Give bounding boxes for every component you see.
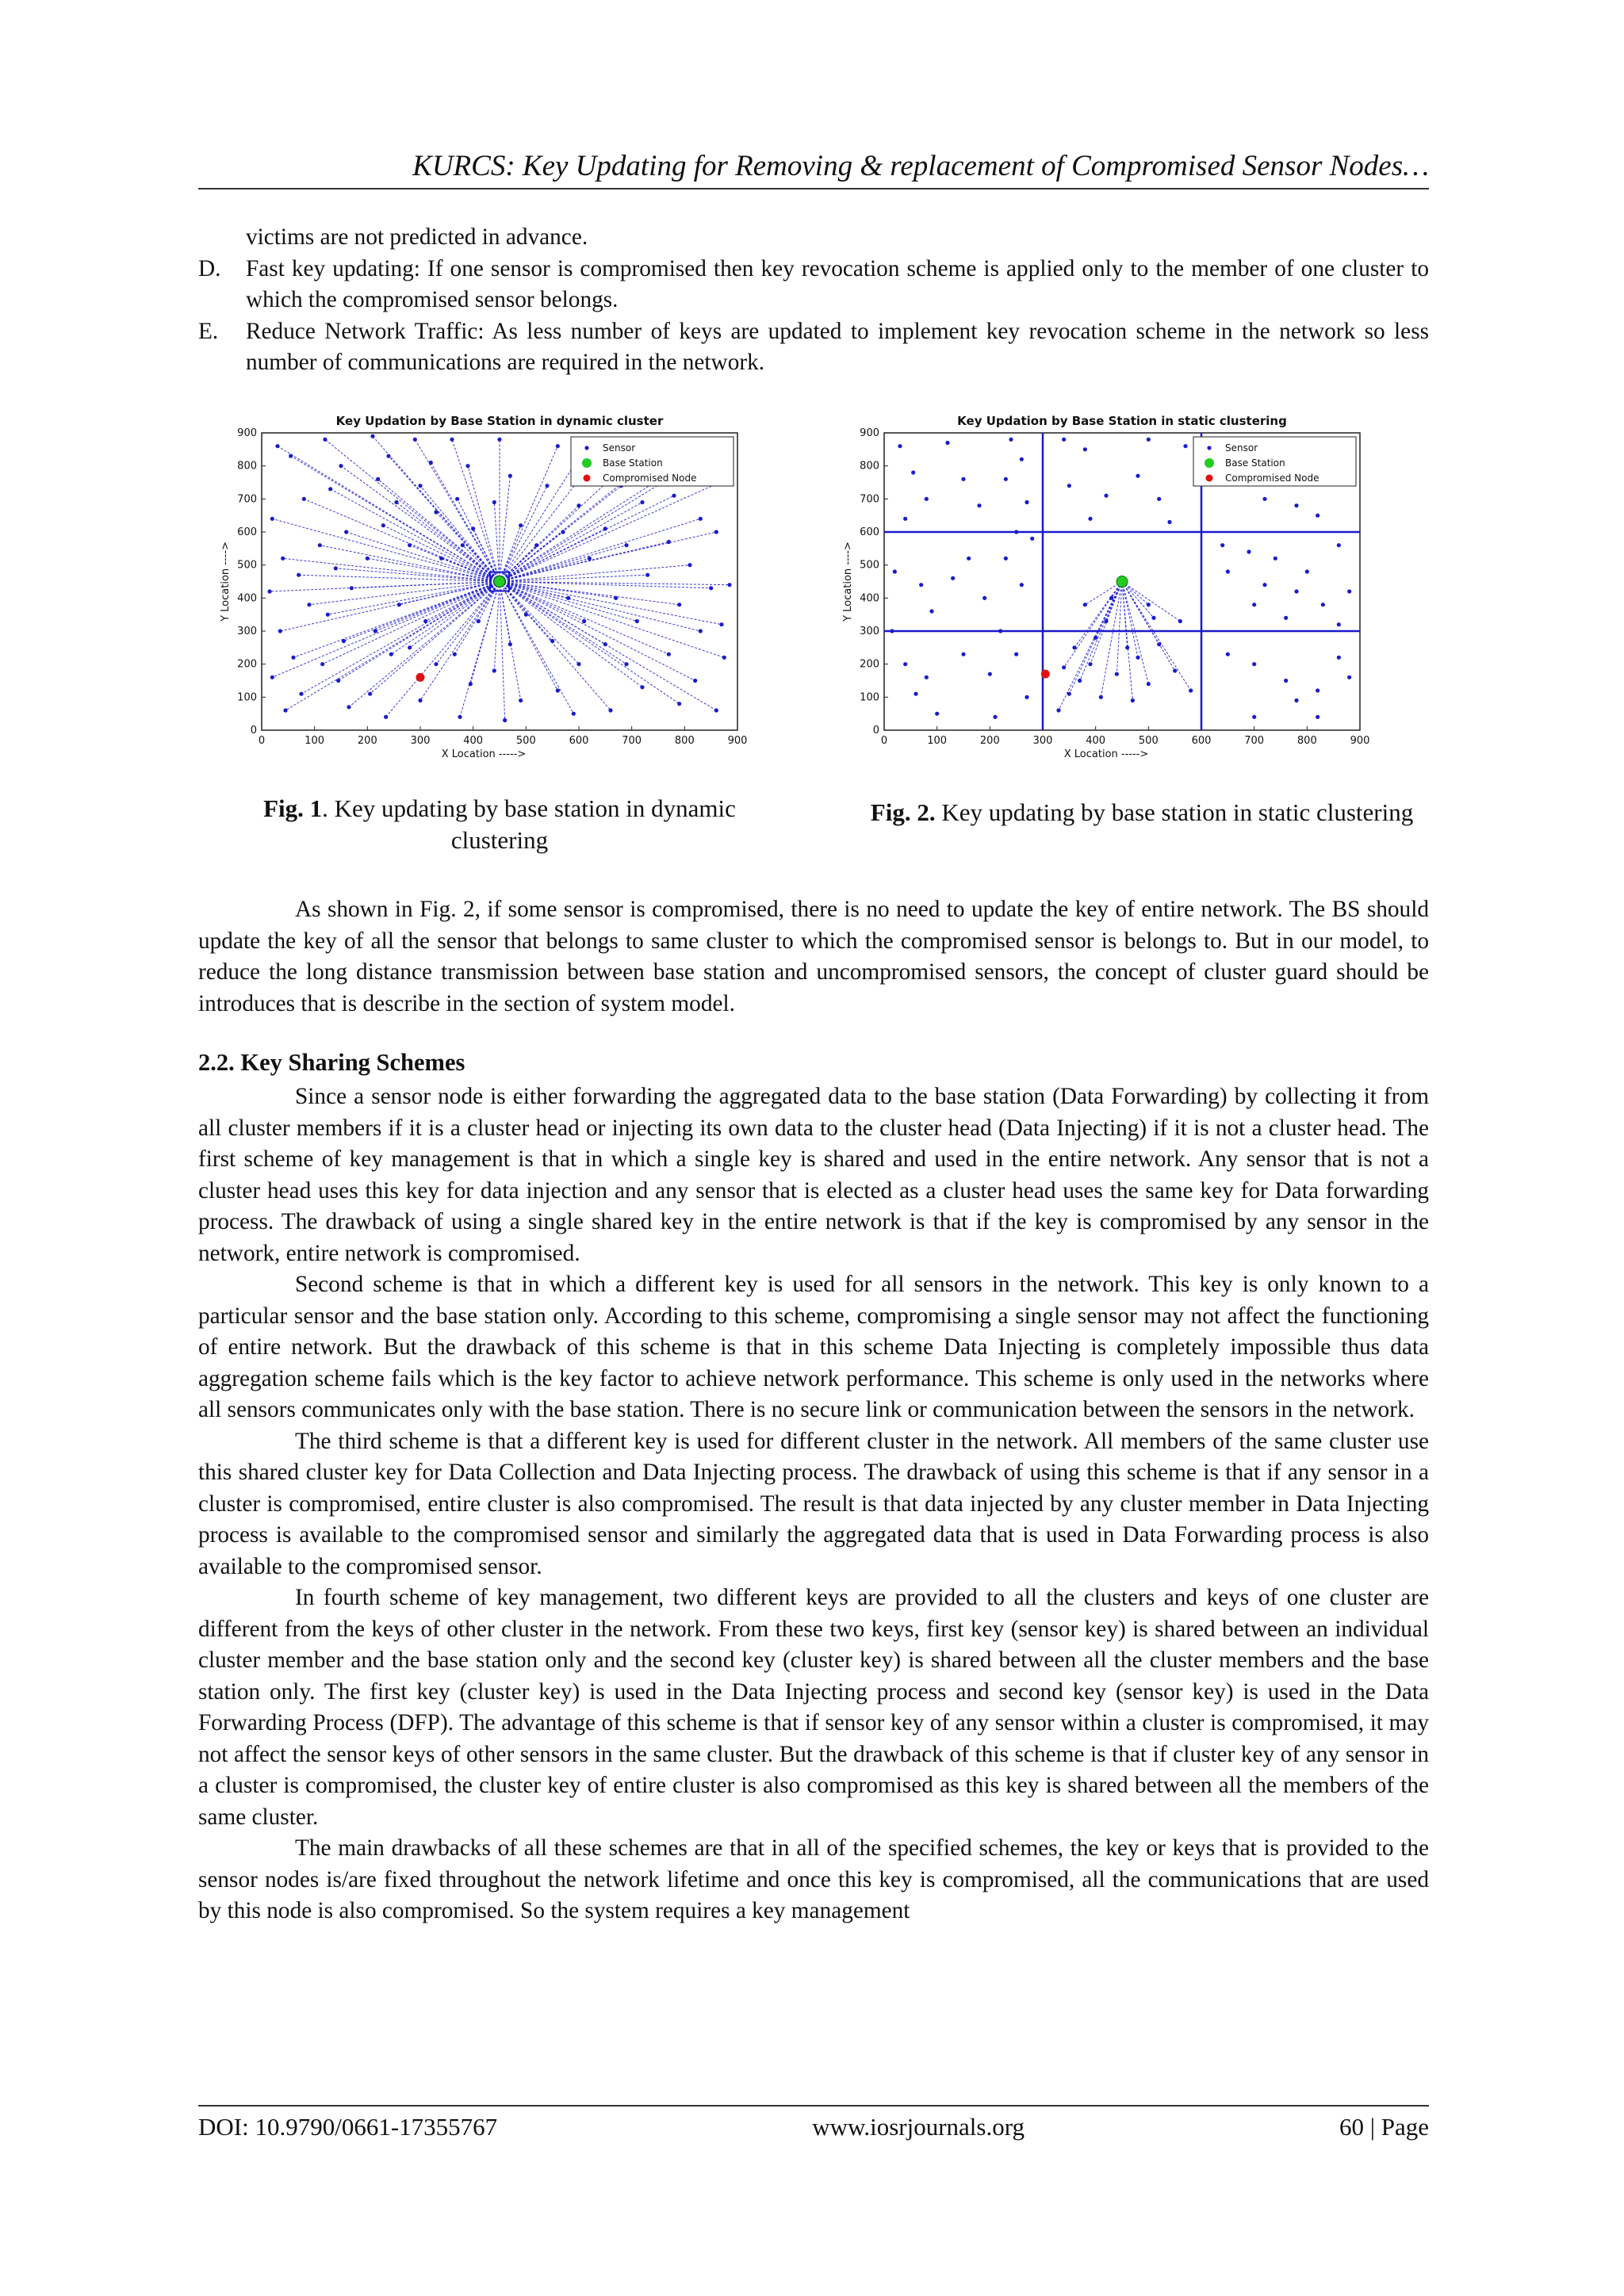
x-tick-label: 500 xyxy=(1138,735,1159,747)
sensor-point xyxy=(318,543,322,547)
sensor-point xyxy=(389,652,393,656)
y-tick-label: 200 xyxy=(860,658,879,671)
figure-1-label: Fig. 1 xyxy=(263,794,323,822)
sensor-point xyxy=(988,672,992,676)
base-station-point xyxy=(1116,576,1128,587)
sensor-point xyxy=(561,530,565,534)
sensor-point xyxy=(270,675,274,679)
y-tick-label: 700 xyxy=(860,493,879,506)
legend-label: Compromised Node xyxy=(603,473,697,484)
sensor-point xyxy=(534,543,538,547)
sensor-point xyxy=(951,576,955,580)
sensor-point xyxy=(1025,695,1028,699)
sensor-point xyxy=(1078,679,1082,683)
sensor-point xyxy=(413,438,417,442)
sensor-point xyxy=(677,702,681,706)
figure-2-caption xyxy=(868,797,1415,828)
legend-marker xyxy=(1205,458,1214,468)
list-item-d xyxy=(198,254,1429,316)
sensor-point xyxy=(1020,457,1024,461)
x-axis-label: X Location -----> xyxy=(1063,748,1149,760)
sensor-point xyxy=(699,629,703,633)
list-continuation xyxy=(198,222,1429,379)
x-tick-label: 500 xyxy=(515,735,536,747)
sensor-point xyxy=(624,662,628,666)
x-tick-label: 200 xyxy=(357,735,377,747)
paragraph-first-scheme: Since a sensor node is either forwarding the aggregated data to the base station (Data Forwarding) by collecting it from all cluster members if it is a cluster head or injecting its own data to the cluster head (Data Injecting) if it is not a cluster head. The first scheme of key management is that in which a single key is shared and used in the entire network. Any sensor that is not a cluster head uses this key for data injection and any sensor that is elected as a cluster head uses the same key for Data forwarding process. The drawback of using a single shared key in the entire network is that if the key is compromised by any sensor in the network, entire network is compromised. xyxy=(198,1084,1429,1266)
sensor-point xyxy=(503,718,507,722)
sensor-point xyxy=(1321,603,1325,607)
sensor-point xyxy=(408,645,412,649)
footer-page-number: 60 | Page xyxy=(1339,2113,1429,2141)
x-axis-label: X Location -----> xyxy=(441,748,527,760)
sensor-point xyxy=(967,557,971,561)
sensor-point xyxy=(1252,603,1256,607)
sensor-point xyxy=(328,487,332,491)
legend-label: Base Station xyxy=(603,457,663,469)
sensor-point xyxy=(1189,688,1193,692)
sensor-point xyxy=(677,603,681,607)
sensor-point xyxy=(1220,543,1224,547)
sensor-point xyxy=(347,705,350,709)
sensor-point xyxy=(283,708,287,712)
figure-1-caption-text: . Key updating by base station in dynamic clustering xyxy=(322,794,736,854)
sensor-point xyxy=(418,698,422,702)
sensor-point xyxy=(1337,622,1341,626)
sensor-point xyxy=(1088,517,1092,521)
sensor-point xyxy=(350,586,354,590)
sensor-point xyxy=(903,662,907,666)
sensor-point xyxy=(961,477,965,481)
x-tick-label: 400 xyxy=(463,735,484,747)
sensor-point xyxy=(344,530,348,534)
sensor-point xyxy=(576,503,580,507)
sensor-point xyxy=(982,596,986,600)
sensor-point xyxy=(1157,642,1161,646)
compromised-node-point xyxy=(416,673,425,682)
sensor-point xyxy=(903,517,907,521)
sensor-point xyxy=(1094,636,1097,640)
sensor-point xyxy=(1147,438,1151,442)
sensor-point xyxy=(370,434,374,438)
sensor-point xyxy=(461,543,465,547)
sensor-point xyxy=(1056,708,1060,712)
sensor-point xyxy=(1247,549,1251,553)
x-tick-label: 600 xyxy=(1191,735,1212,747)
sensor-point xyxy=(929,609,933,613)
sensor-point xyxy=(640,500,644,504)
list-item-continuation xyxy=(198,222,1429,254)
sensor-point xyxy=(1262,497,1266,501)
sensor-point xyxy=(477,619,481,623)
list-item-e xyxy=(198,316,1429,379)
sensor-point xyxy=(1316,715,1320,719)
figure-2-caption-text: Key updating by base station in static clustering xyxy=(935,798,1414,826)
sensor-point xyxy=(289,454,293,458)
sensor-point xyxy=(508,642,512,646)
y-tick-label: 400 xyxy=(237,592,257,605)
sensor-point xyxy=(1109,596,1113,600)
base-station-point xyxy=(494,576,505,587)
list-text-e: Reduce Network Traffic: As less number of keys are updated to implement key revocation scheme in the network so less number of communications are required in the network. xyxy=(246,318,1429,375)
sensor-point xyxy=(1014,652,1018,656)
sensor-point xyxy=(334,566,338,570)
sensor-point xyxy=(914,692,917,696)
sensor-point xyxy=(1178,619,1182,623)
sensor-point xyxy=(397,603,401,607)
sensor-point xyxy=(368,692,372,696)
sensor-point xyxy=(688,563,691,567)
sensor-point xyxy=(582,619,586,623)
sensor-point xyxy=(672,494,676,498)
y-tick-label: 900 xyxy=(860,427,879,439)
paragraph-fig2-discussion: As shown in Fig. 2, if some sensor is compromised, there is no need to update the key of entire network. The BS should update the key of all the sensor that belongs to same cluster to which the compromised sensor is belongs to. But in our model, to reduce the long distance transmission between base station and uncompromised sensors, the concept of cluster guard should be introduces that is describe in the section of system model. xyxy=(198,897,1429,1016)
y-tick-label: 500 xyxy=(237,559,257,572)
sensor-point xyxy=(434,510,438,514)
sensor-point xyxy=(1104,619,1108,623)
y-tick-label: 100 xyxy=(237,691,257,704)
sensor-point xyxy=(1294,589,1298,593)
x-tick-label: 800 xyxy=(1297,735,1317,747)
sensor-point xyxy=(471,526,475,530)
sensor-point xyxy=(545,484,549,488)
sensor-point xyxy=(635,619,639,623)
y-tick-label: 600 xyxy=(237,526,257,538)
static-cluster-chart xyxy=(837,411,1408,787)
y-tick-label: 100 xyxy=(860,691,879,704)
legend-label: Base Station xyxy=(1225,457,1285,469)
legend-label: Sensor xyxy=(603,442,636,453)
y-tick-label: 300 xyxy=(860,626,879,637)
sensor-point xyxy=(1004,557,1008,561)
sensor-point xyxy=(911,470,915,474)
sensor-point xyxy=(1009,438,1013,442)
sensor-point xyxy=(373,629,377,633)
sensor-point xyxy=(898,444,902,448)
y-axis-label: Y Location ----> xyxy=(842,541,854,622)
list-label-e: E. xyxy=(198,318,219,344)
legend-marker xyxy=(584,475,591,482)
sensor-point xyxy=(1337,543,1341,547)
sensor-point xyxy=(453,652,457,656)
x-tick-label: 300 xyxy=(1032,735,1053,747)
sensor-point xyxy=(1136,656,1139,660)
x-tick-label: 0 xyxy=(880,735,888,747)
x-tick-label: 200 xyxy=(979,735,1000,747)
running-header: KURCS: Key Updating for Removing & replacement of Compromised Sensor Nodes… xyxy=(198,149,1429,189)
sensor-point xyxy=(645,573,649,577)
sensor-point xyxy=(492,668,496,672)
sensor-point xyxy=(556,444,560,448)
page-footer xyxy=(198,2105,1429,2141)
y-tick-label: 500 xyxy=(860,559,879,572)
sensor-point xyxy=(1347,589,1351,593)
sensor-point xyxy=(1104,494,1108,498)
sensor-point xyxy=(693,679,697,683)
sensor-point xyxy=(614,596,618,600)
sensor-point xyxy=(1252,715,1256,719)
sensor-point xyxy=(890,629,894,633)
sensor-point xyxy=(1147,603,1151,607)
sensor-point xyxy=(919,583,923,587)
sensor-point xyxy=(945,441,949,445)
sensor-point xyxy=(519,698,523,702)
sensor-point xyxy=(270,517,274,521)
sensor-point xyxy=(977,503,981,507)
sensor-point xyxy=(1294,698,1298,702)
sensor-point xyxy=(1004,477,1008,481)
sensor-point xyxy=(1157,497,1161,501)
sensor-point xyxy=(1099,695,1103,699)
sensor-point xyxy=(1131,698,1135,702)
legend-marker xyxy=(1206,475,1213,482)
sensor-point xyxy=(1274,557,1277,561)
sensor-point xyxy=(722,656,726,660)
sensor-point xyxy=(307,603,311,607)
sensor-point xyxy=(727,583,731,587)
y-tick-label: 0 xyxy=(872,725,879,737)
dynamic-cluster-chart xyxy=(214,411,785,787)
sensor-point xyxy=(342,639,346,643)
sensor-point xyxy=(1072,645,1076,649)
sensor-point xyxy=(667,540,671,544)
sensor-point xyxy=(1125,645,1129,649)
sensor-point xyxy=(323,438,327,442)
x-tick-label: 100 xyxy=(304,735,325,747)
sensor-point xyxy=(423,619,427,623)
sensor-point xyxy=(302,497,306,501)
x-tick-label: 400 xyxy=(1086,735,1106,747)
sensor-point xyxy=(458,715,462,719)
sensor-point xyxy=(608,708,612,712)
sensor-point xyxy=(336,679,340,683)
sensor-point xyxy=(297,573,301,577)
y-tick-label: 400 xyxy=(860,592,879,605)
x-tick-label: 100 xyxy=(927,735,948,747)
sensor-point xyxy=(1067,484,1071,488)
x-tick-label: 700 xyxy=(1244,735,1265,747)
list-continuation-text: victims are not predicted in advance. xyxy=(246,224,588,250)
sensor-point xyxy=(1294,503,1298,507)
sensor-point xyxy=(1316,514,1320,518)
legend-marker xyxy=(584,446,588,450)
sensor-point xyxy=(588,557,592,561)
sensor-point xyxy=(576,662,580,666)
sensor-point xyxy=(291,656,295,660)
sensor-point xyxy=(1173,668,1177,672)
sensor-point xyxy=(1025,500,1028,504)
sensor-point xyxy=(714,530,718,534)
x-tick-label: 900 xyxy=(1350,735,1370,747)
sensor-point xyxy=(339,464,343,468)
sensor-point xyxy=(1226,652,1230,656)
sensor-point xyxy=(1151,616,1155,620)
section-heading: 2.2. Key Sharing Schemes xyxy=(198,1049,465,1076)
sensor-point xyxy=(1284,679,1288,683)
x-tick-label: 800 xyxy=(674,735,695,747)
sensor-point xyxy=(624,543,628,547)
sensor-point xyxy=(709,586,713,590)
x-tick-label: 600 xyxy=(569,735,589,747)
sensor-point xyxy=(1083,603,1087,607)
sensor-point xyxy=(1014,530,1018,534)
y-tick-label: 200 xyxy=(237,658,257,671)
sensor-point xyxy=(384,715,388,719)
chart-title: Key Updation by Base Station in dynamic cluster xyxy=(335,414,664,428)
footer-site: www.iosrjournals.org xyxy=(812,2113,1025,2141)
sensor-point xyxy=(381,523,385,527)
sensor-point xyxy=(1147,682,1151,686)
sensor-point xyxy=(1167,520,1171,524)
sensor-point xyxy=(275,444,279,448)
sensor-point xyxy=(893,569,897,573)
sensor-point xyxy=(278,629,282,633)
sensor-point xyxy=(386,454,390,458)
sensor-point xyxy=(1183,444,1187,448)
paragraph-second-scheme: Second scheme is that in which a different key is used for all sensors in the network. This key is only known to a particular sensor and the base station only. According to this scheme, compromising a single sensor may not affect the functioning of entire network. But the drawback of this scheme is that in this scheme Data Injecting is completely impossible thus data aggregation scheme fails which is the key factor to achieve network performance. This scheme is only used in the networks where all sensors communicates only with the base station. There is no secure link or communication between the sensors in the network. xyxy=(198,1272,1429,1422)
legend-marker xyxy=(582,458,592,468)
sensor-point xyxy=(714,708,718,712)
sensor-point xyxy=(366,557,370,561)
sensor-point xyxy=(434,662,438,666)
sensor-point xyxy=(603,642,607,646)
sensor-point xyxy=(699,517,703,521)
sensor-point xyxy=(1337,656,1341,660)
sensor-point xyxy=(281,557,285,561)
sensor-point xyxy=(492,500,496,504)
sensor-point xyxy=(519,523,523,527)
y-tick-label: 0 xyxy=(250,725,257,737)
paragraph-third-scheme: The third scheme is that a different key is used for different cluster in the network. All members of the same cluster use this shared cluster key for Data Collection and Data Injecting process. The drawback of using this scheme is that if any sensor in a cluster is compromised, entire cluster is also compromised. The result is that data injected by any cluster member in Data Injecting process is available to the compromised sensor and similarly the aggregated data that is used in Data Forwarding process is also available to the compromised sensor. xyxy=(198,1428,1429,1579)
sensor-point xyxy=(1083,447,1087,451)
legend-label: Compromised Node xyxy=(1225,473,1320,484)
y-tick-label: 300 xyxy=(237,626,257,637)
legend-label: Sensor xyxy=(1225,442,1258,453)
sensor-point xyxy=(299,692,303,696)
sensor-point xyxy=(719,622,723,626)
paragraph-fourth-scheme: In fourth scheme of key management, two different keys are provided to all the clusters and keys of one cluster are different from the keys of other cluster in the network. From these two keys, first key (sensor key) is shared between an individual cluster member and the base station only and the second key (cluster key) is shared between all the cluster members and the base station only. The first key (cluster key) is used in the Data Injecting process and second key (sensor key) is used in the Data Forwarding Process (DFP). The advantage of this scheme is that if sensor key of any sensor within a cluster is compromised, it may not affect the sensor keys of other sensors in the same cluster. But the drawback of this scheme is that if cluster key of any sensor in a cluster is compromised, the cluster key of entire cluster is also compromised as this key is shared between all the members of the same cluster. xyxy=(198,1585,1429,1830)
sensor-point xyxy=(556,688,560,692)
figure-2-label: Fig. 2. xyxy=(870,798,936,826)
x-tick-label: 300 xyxy=(410,735,431,747)
sensor-point xyxy=(1262,583,1266,587)
y-tick-label: 900 xyxy=(237,427,257,439)
y-tick-label: 600 xyxy=(860,526,879,538)
sensor-point xyxy=(439,557,443,561)
list-text-d: Fast key updating: If one sensor is compromised then key revocation scheme is applied only to the member of one cluster to which the compromised sensor belongs. xyxy=(246,255,1429,312)
sensor-point xyxy=(935,712,939,716)
sensor-point xyxy=(465,464,469,468)
y-axis-label: Y Location ----> xyxy=(220,541,232,622)
sensor-point xyxy=(961,652,965,656)
x-tick-label: 0 xyxy=(258,735,266,747)
sensor-point xyxy=(1088,662,1092,666)
sensor-point xyxy=(1115,672,1119,676)
sensor-point xyxy=(469,682,473,686)
sensor-point xyxy=(925,675,929,679)
body-text xyxy=(198,894,1429,1927)
sensor-point xyxy=(1284,616,1288,620)
legend-marker xyxy=(1207,446,1211,450)
sensor-point xyxy=(1347,675,1351,679)
sensor-point xyxy=(667,652,671,656)
y-tick-label: 800 xyxy=(237,460,257,473)
sensor-point xyxy=(1252,662,1256,666)
x-tick-label: 700 xyxy=(622,735,642,747)
sensor-point xyxy=(925,497,929,501)
sensor-point xyxy=(376,477,380,481)
sensor-point xyxy=(1062,665,1066,669)
sensor-point xyxy=(998,629,1002,633)
sensor-point xyxy=(508,474,512,478)
sensor-point xyxy=(408,543,412,547)
sensor-point xyxy=(993,715,997,719)
sensor-point xyxy=(1067,692,1071,696)
sensor-point xyxy=(524,613,528,617)
sensor-point xyxy=(1136,474,1139,478)
sensor-point xyxy=(1020,583,1024,587)
figure-1-chart xyxy=(214,411,785,787)
sensor-point xyxy=(1316,688,1320,692)
sensor-point xyxy=(267,589,271,593)
y-tick-label: 800 xyxy=(860,460,879,473)
sensor-point xyxy=(418,484,422,488)
sensor-point xyxy=(1305,569,1309,573)
sensor-point xyxy=(566,596,570,600)
sensor-point xyxy=(1226,569,1230,573)
sensor-point xyxy=(603,526,607,530)
sensor-point xyxy=(326,613,330,617)
sensor-point xyxy=(497,438,501,442)
sensor-point xyxy=(394,500,398,504)
y-tick-label: 700 xyxy=(237,493,257,506)
sensor-point xyxy=(320,662,324,666)
x-tick-label: 900 xyxy=(727,735,748,747)
footer-doi: DOI: 10.9790/0661-17355767 xyxy=(198,2113,498,2141)
sensor-point xyxy=(450,438,454,442)
sensor-point xyxy=(550,639,554,643)
figure-2-chart xyxy=(837,411,1408,787)
sensor-point xyxy=(1030,537,1034,541)
compromised-node-point xyxy=(1041,670,1050,679)
sensor-point xyxy=(572,712,576,716)
paragraph-drawbacks: The main drawbacks of all these schemes are that in all of the specified schemes, the key or keys that is provided to the sensor nodes is/are fixed throughout the network lifetime and once this key is compromised, all the communications that are used by this node is also compromised. So the system requires a key management xyxy=(198,1835,1429,1923)
chart-title: Key Updation by Base Station in static clustering xyxy=(957,414,1287,428)
sensor-point xyxy=(455,497,459,501)
sensor-point xyxy=(640,685,644,689)
sensor-point xyxy=(1062,438,1066,442)
sensor-point xyxy=(429,461,433,465)
list-label-d: D. xyxy=(198,255,221,281)
figure-1-caption xyxy=(226,793,773,856)
